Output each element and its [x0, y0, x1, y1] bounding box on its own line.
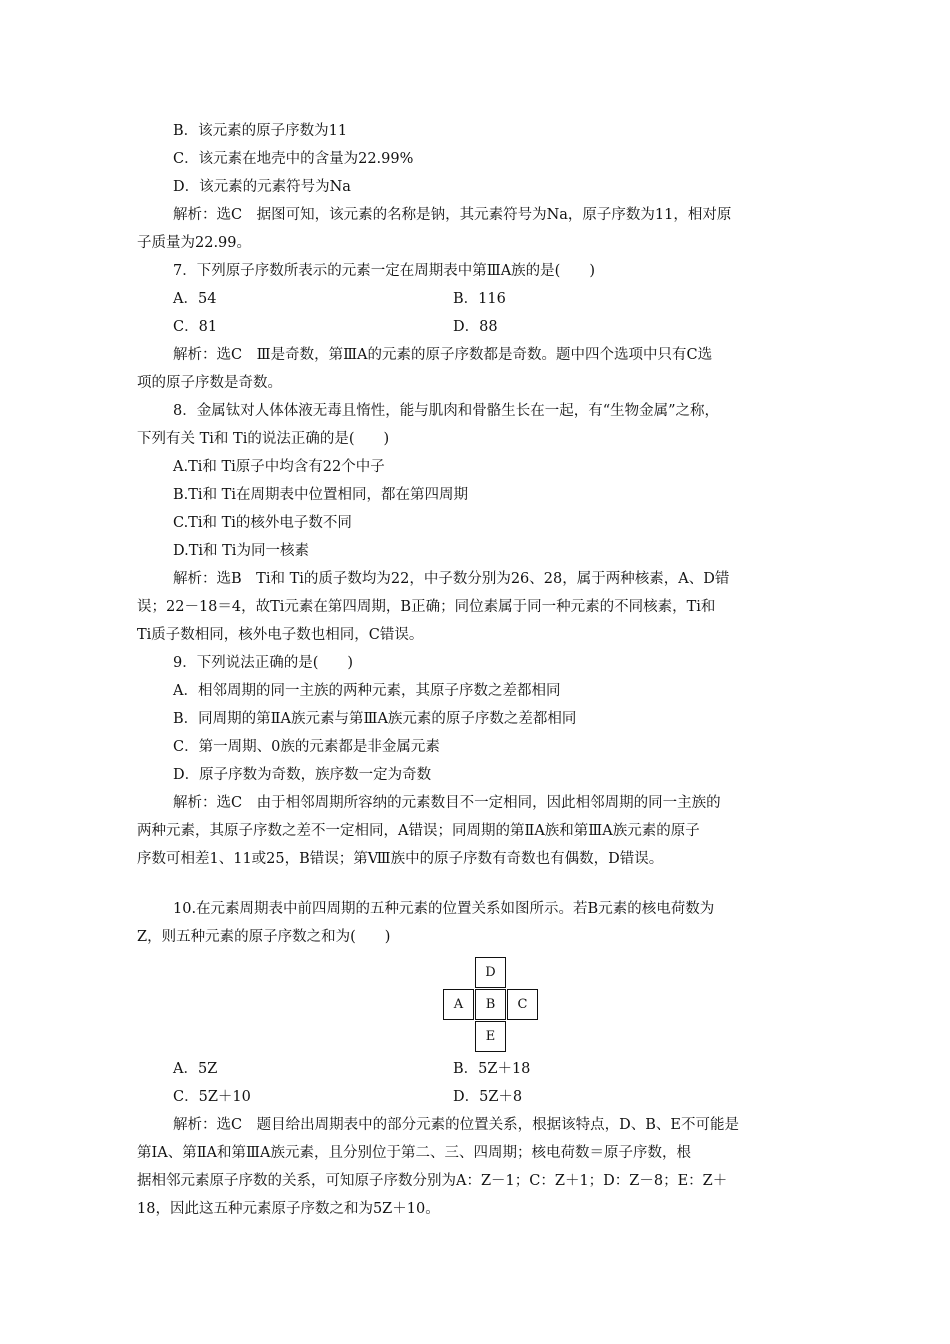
text-line: B.Ti和 Ti在周期表中位置相同，都在第四周期: [173, 487, 468, 503]
text-line: C．第一周期、0族的元素都是非金属元素: [173, 739, 440, 755]
text-line: 18，因此这五种元素原子序数之和为5Z＋10。: [137, 1201, 440, 1217]
text-line: B．该元素的原子序数为11: [173, 123, 348, 139]
text-line: A．5Z: [173, 1061, 218, 1077]
text-line: 解析：选C 据图可知，该元素的名称是钠，其元素符号为Na，原子序数为11，相对原: [173, 207, 732, 223]
text-line: A．相邻周期的同一主族的两种元素，其原子序数之差都相同: [173, 683, 561, 699]
text-line: B．同周期的第ⅡA族元素与第ⅢA族元素的原子序数之差都相同: [173, 711, 577, 727]
text-line: C．5Z＋10: [173, 1089, 251, 1105]
text-line: 误；22－18＝4，故Ti元素在第四周期，B正确；同位素属于同一种元素的不同核素，Ti和: [137, 599, 716, 615]
text-line: 7．下列原子序数所表示的元素一定在周期表中第ⅢA族的是( ): [173, 263, 595, 279]
text-line: Ti质子数相同，核外电子数也相同，C错误。: [137, 627, 424, 643]
text-line: Z，则五种元素的原子序数之和为( ): [137, 929, 391, 945]
text-line: 解析：选C 题目给出周期表中的部分元素的位置关系，根据该特点，D、B、E不可能是: [173, 1117, 739, 1133]
text-line: B．5Z＋18: [453, 1061, 531, 1077]
text-line: C．该元素在地壳中的含量为22.99%: [173, 151, 414, 167]
text-line: 两种元素，其原子序数之差不一定相同，A错误；同周期的第ⅡA族和第ⅢA族元素的原子: [137, 823, 700, 839]
text-line: 10.在元素周期表中前四周期的五种元素的位置关系如图所示。若B元素的核电荷数为: [173, 901, 715, 917]
cell-e: E: [475, 1021, 506, 1052]
text-line: B．116: [453, 291, 506, 307]
element-position-diagram: [443, 957, 539, 1053]
cell-d: D: [475, 957, 506, 988]
text-line: 解析：选C 由于相邻周期所容纳的元素数目不一定相同，因此相邻周期的同一主族的: [173, 795, 721, 811]
cell-c: C: [507, 989, 538, 1020]
text-line: C．81: [173, 319, 218, 335]
text-line: 解析：选B Ti和 Ti的质子数均为22，中子数分别为26、28，属于两种核素，A、D错: [173, 571, 730, 587]
text-line: 序数可相差1、11或25，B错误；第Ⅷ族中的原子序数有奇数也有偶数，D错误。: [137, 851, 664, 867]
text-line: 下列有关 Ti和 Ti的说法正确的是( ): [137, 431, 390, 447]
text-line: D．原子序数为奇数，族序数一定为奇数: [173, 767, 432, 783]
text-line: A．54: [173, 291, 217, 307]
text-line: D．该元素的元素符号为Na: [173, 179, 351, 195]
text-line: D．88: [453, 319, 498, 335]
text-line: 项的原子序数是奇数。: [137, 375, 282, 391]
cell-a: A: [443, 989, 474, 1020]
text-line: 子质量为22.99。: [137, 235, 252, 251]
text-line: C.Ti和 Ti的核外电子数不同: [173, 515, 352, 531]
text-line: 解析：选C Ⅲ是奇数，第ⅢA的元素的原子序数都是奇数。题中四个选项中只有C选: [173, 347, 713, 363]
text-line: D．5Z＋8: [453, 1089, 523, 1105]
text-line: 第ⅠA、第ⅡA和第ⅢA族元素，且分别位于第二、三、四周期；核电荷数＝原子序数，根: [137, 1145, 691, 1161]
text-line: D.Ti和 Ti为同一核素: [173, 543, 309, 559]
text-line: 8．金属钛对人体体液无毒且惰性，能与肌肉和骨骼生长在一起，有“生物金属”之称，: [173, 403, 720, 419]
text-line: 据相邻元素原子序数的关系，可知原子序数分别为A：Z－1；C：Z＋1；D：Z－8；E：Z＋: [137, 1173, 728, 1189]
text-line: A.Ti和 Ti原子中均含有22个中子: [173, 459, 385, 475]
cell-b: B: [475, 989, 506, 1020]
text-line: 9．下列说法正确的是( ): [173, 655, 354, 671]
